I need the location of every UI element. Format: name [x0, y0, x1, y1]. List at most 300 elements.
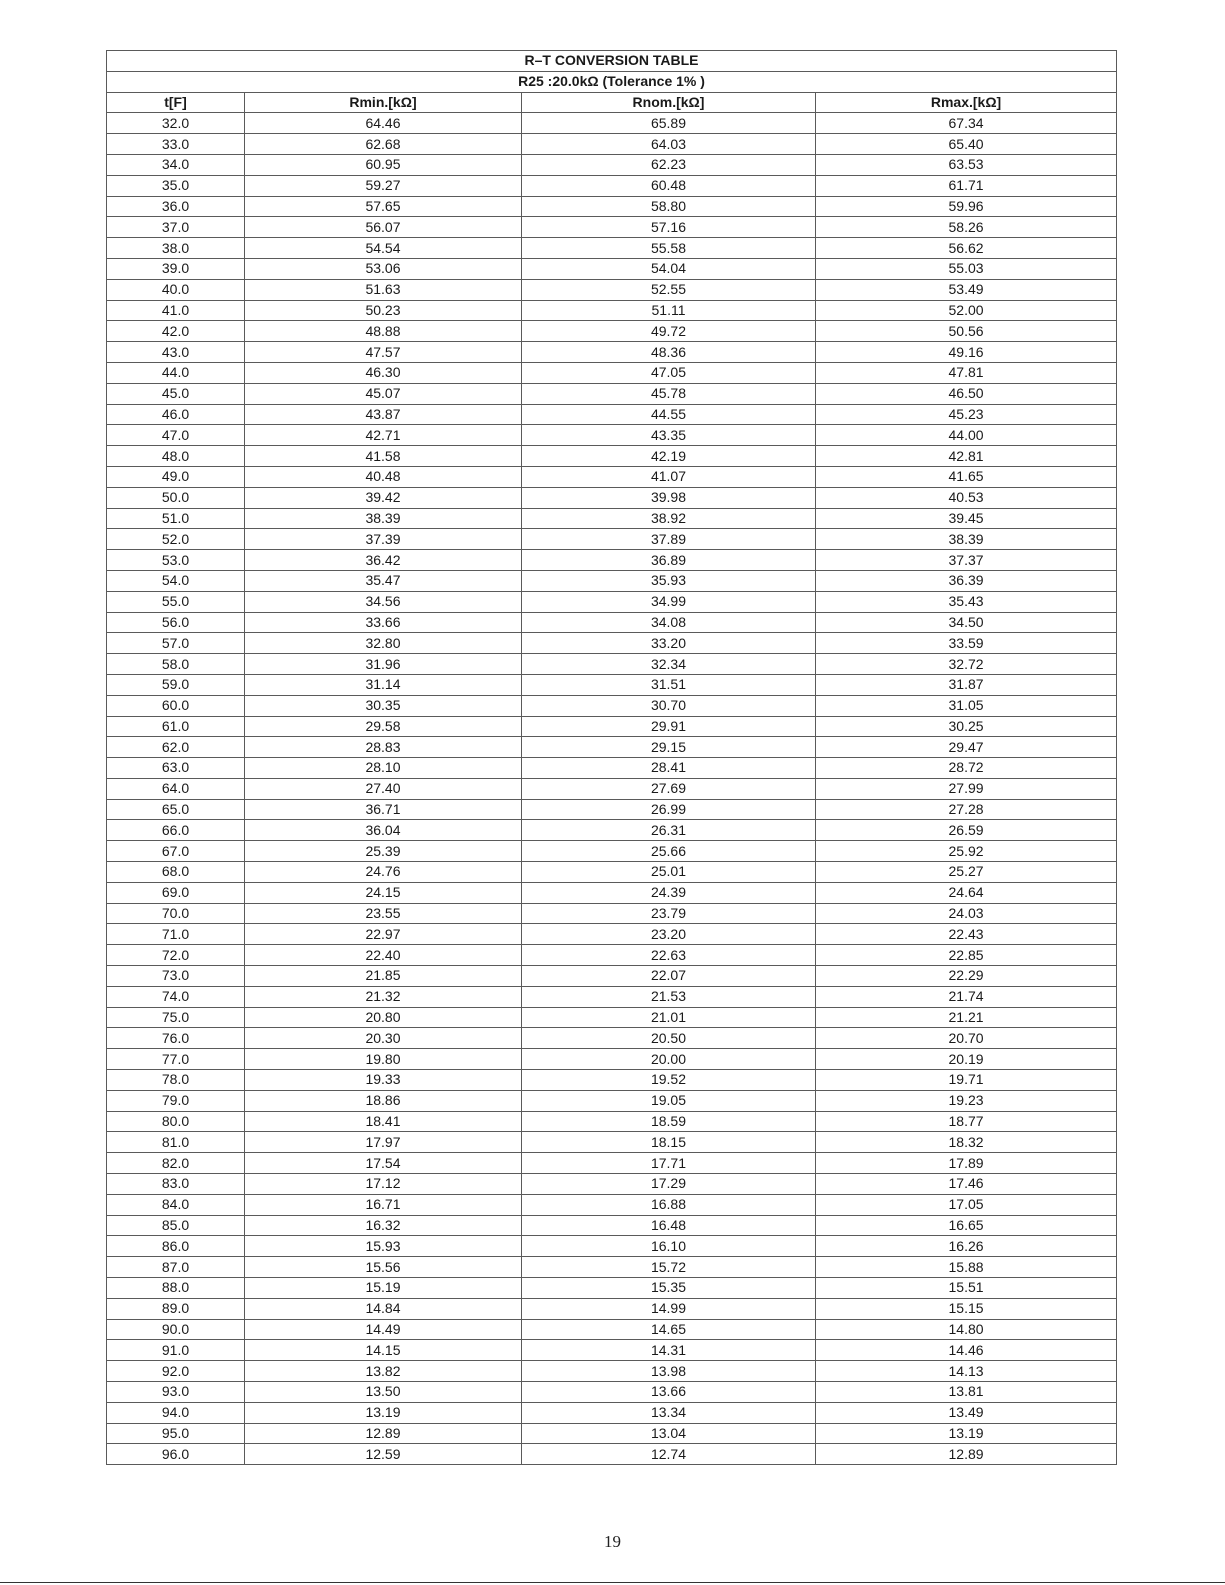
column-header-temperature: t[F]: [107, 92, 245, 113]
table-row: [107, 695, 1117, 716]
table-row: [107, 217, 1117, 238]
cell-rnom: 33.20: [522, 633, 816, 654]
cell-rnom: 30.70: [522, 695, 816, 716]
cell-rmax: 49.16: [816, 342, 1117, 363]
cell-rmin: 15.56: [245, 1257, 522, 1278]
cell-rnom: 23.79: [522, 903, 816, 924]
cell-temperature: 68.0: [107, 862, 245, 883]
cell-rmax: 14.13: [816, 1361, 1117, 1382]
cell-rmax: 24.03: [816, 903, 1117, 924]
cell-rmin: 51.63: [245, 279, 522, 300]
cell-rnom: 26.99: [522, 799, 816, 820]
cell-rmax: 39.45: [816, 508, 1117, 529]
table-row: [107, 1298, 1117, 1319]
cell-temperature: 38.0: [107, 238, 245, 259]
cell-rmax: 21.74: [816, 986, 1117, 1007]
cell-rnom: 16.10: [522, 1236, 816, 1257]
cell-rmin: 47.57: [245, 342, 522, 363]
table-row: [107, 529, 1117, 550]
cell-rmin: 24.15: [245, 882, 522, 903]
cell-rnom: 17.29: [522, 1174, 816, 1195]
cell-rnom: 28.41: [522, 758, 816, 779]
cell-temperature: 76.0: [107, 1028, 245, 1049]
cell-rnom: 14.31: [522, 1340, 816, 1361]
column-header-row: [107, 92, 1117, 113]
cell-rmin: 48.88: [245, 321, 522, 342]
cell-rmin: 22.40: [245, 945, 522, 966]
cell-rnom: 21.53: [522, 986, 816, 1007]
table-row: [107, 674, 1117, 695]
cell-rmin: 22.97: [245, 924, 522, 945]
cell-rmin: 12.59: [245, 1444, 522, 1465]
cell-temperature: 43.0: [107, 342, 245, 363]
cell-rmin: 62.68: [245, 134, 522, 155]
table-row: [107, 154, 1117, 175]
cell-temperature: 63.0: [107, 758, 245, 779]
cell-temperature: 56.0: [107, 612, 245, 633]
cell-rmin: 28.83: [245, 737, 522, 758]
cell-rmin: 46.30: [245, 362, 522, 383]
cell-temperature: 62.0: [107, 737, 245, 758]
cell-rmax: 16.26: [816, 1236, 1117, 1257]
cell-rmax: 25.27: [816, 862, 1117, 883]
cell-rmax: 27.28: [816, 799, 1117, 820]
cell-rmin: 24.76: [245, 862, 522, 883]
cell-rmin: 35.47: [245, 570, 522, 591]
cell-temperature: 52.0: [107, 529, 245, 550]
table-row: [107, 862, 1117, 883]
table-row: [107, 924, 1117, 945]
table-title: R–T CONVERSION TABLE: [107, 51, 1117, 72]
cell-rmin: 37.39: [245, 529, 522, 550]
table-row: [107, 882, 1117, 903]
table-body: [107, 113, 1117, 1465]
cell-rnom: 51.11: [522, 300, 816, 321]
cell-rnom: 25.01: [522, 862, 816, 883]
cell-rmax: 35.43: [816, 591, 1117, 612]
cell-rmin: 43.87: [245, 404, 522, 425]
cell-rmax: 61.71: [816, 175, 1117, 196]
cell-rnom: 54.04: [522, 258, 816, 279]
table-row: [107, 1257, 1117, 1278]
cell-rmax: 37.37: [816, 550, 1117, 571]
cell-rnom: 15.35: [522, 1278, 816, 1299]
cell-rmax: 13.49: [816, 1402, 1117, 1423]
cell-temperature: 60.0: [107, 695, 245, 716]
cell-rmin: 64.46: [245, 113, 522, 134]
cell-rmin: 34.56: [245, 591, 522, 612]
table-row: [107, 487, 1117, 508]
cell-rmin: 56.07: [245, 217, 522, 238]
cell-rnom: 58.80: [522, 196, 816, 217]
table-row: [107, 778, 1117, 799]
cell-rmin: 28.10: [245, 758, 522, 779]
cell-temperature: 64.0: [107, 778, 245, 799]
cell-rnom: 38.92: [522, 508, 816, 529]
cell-rmin: 32.80: [245, 633, 522, 654]
table-row: [107, 550, 1117, 571]
cell-temperature: 94.0: [107, 1402, 245, 1423]
cell-rnom: 49.72: [522, 321, 816, 342]
cell-rnom: 13.04: [522, 1423, 816, 1444]
cell-temperature: 77.0: [107, 1049, 245, 1070]
cell-temperature: 85.0: [107, 1215, 245, 1236]
cell-rmin: 15.93: [245, 1236, 522, 1257]
cell-rmin: 45.07: [245, 383, 522, 404]
cell-rmax: 32.72: [816, 654, 1117, 675]
table-row: [107, 820, 1117, 841]
cell-rnom: 55.58: [522, 238, 816, 259]
cell-rmax: 18.32: [816, 1132, 1117, 1153]
cell-temperature: 81.0: [107, 1132, 245, 1153]
cell-rmin: 21.85: [245, 966, 522, 987]
cell-rmax: 13.19: [816, 1423, 1117, 1444]
table-row: [107, 404, 1117, 425]
cell-rmax: 56.62: [816, 238, 1117, 259]
cell-rmax: 31.05: [816, 695, 1117, 716]
cell-rmax: 52.00: [816, 300, 1117, 321]
cell-temperature: 47.0: [107, 425, 245, 446]
cell-temperature: 44.0: [107, 362, 245, 383]
cell-rmin: 54.54: [245, 238, 522, 259]
cell-temperature: 39.0: [107, 258, 245, 279]
table-row: [107, 342, 1117, 363]
cell-rnom: 52.55: [522, 279, 816, 300]
cell-rmax: 58.26: [816, 217, 1117, 238]
cell-temperature: 51.0: [107, 508, 245, 529]
cell-temperature: 61.0: [107, 716, 245, 737]
cell-temperature: 95.0: [107, 1423, 245, 1444]
cell-rmin: 42.71: [245, 425, 522, 446]
cell-rmin: 16.32: [245, 1215, 522, 1236]
cell-rnom: 15.72: [522, 1257, 816, 1278]
cell-rnom: 29.15: [522, 737, 816, 758]
cell-rmin: 18.41: [245, 1111, 522, 1132]
cell-rmin: 29.58: [245, 716, 522, 737]
table-row: [107, 1111, 1117, 1132]
cell-rnom: 65.89: [522, 113, 816, 134]
table-subtitle: R25 :20.0kΩ (Tolerance 1% ): [107, 71, 1117, 92]
table-row: [107, 570, 1117, 591]
cell-rmax: 13.81: [816, 1382, 1117, 1403]
cell-rmax: 14.80: [816, 1319, 1117, 1340]
table-row: [107, 1153, 1117, 1174]
cell-rmax: 24.64: [816, 882, 1117, 903]
table-row: [107, 1340, 1117, 1361]
cell-rmin: 36.71: [245, 799, 522, 820]
cell-rmax: 59.96: [816, 196, 1117, 217]
cell-rmin: 14.49: [245, 1319, 522, 1340]
cell-rnom: 26.31: [522, 820, 816, 841]
cell-temperature: 90.0: [107, 1319, 245, 1340]
cell-rnom: 43.35: [522, 425, 816, 446]
cell-rmin: 17.97: [245, 1132, 522, 1153]
cell-temperature: 57.0: [107, 633, 245, 654]
cell-rmax: 44.00: [816, 425, 1117, 446]
table-subtitle-row: [107, 71, 1117, 92]
cell-rnom: 20.00: [522, 1049, 816, 1070]
cell-temperature: 65.0: [107, 799, 245, 820]
cell-rmin: 60.95: [245, 154, 522, 175]
table-row: [107, 633, 1117, 654]
cell-temperature: 40.0: [107, 279, 245, 300]
table-row: [107, 654, 1117, 675]
cell-rmax: 29.47: [816, 737, 1117, 758]
cell-rmax: 40.53: [816, 487, 1117, 508]
table-row: [107, 986, 1117, 1007]
table-row: [107, 1070, 1117, 1091]
cell-rmin: 50.23: [245, 300, 522, 321]
cell-rmax: 19.23: [816, 1090, 1117, 1111]
cell-temperature: 46.0: [107, 404, 245, 425]
table-row: [107, 383, 1117, 404]
table-row: [107, 238, 1117, 259]
cell-rnom: 36.89: [522, 550, 816, 571]
cell-rmax: 17.89: [816, 1153, 1117, 1174]
cell-temperature: 79.0: [107, 1090, 245, 1111]
table-row: [107, 612, 1117, 633]
cell-rmin: 36.04: [245, 820, 522, 841]
cell-rmin: 20.30: [245, 1028, 522, 1049]
cell-rmax: 17.46: [816, 1174, 1117, 1195]
cell-rmax: 28.72: [816, 758, 1117, 779]
cell-rmax: 65.40: [816, 134, 1117, 155]
cell-temperature: 32.0: [107, 113, 245, 134]
cell-temperature: 48.0: [107, 446, 245, 467]
cell-rmax: 20.19: [816, 1049, 1117, 1070]
cell-temperature: 59.0: [107, 674, 245, 695]
cell-rnom: 18.15: [522, 1132, 816, 1153]
cell-rmin: 13.19: [245, 1402, 522, 1423]
cell-temperature: 36.0: [107, 196, 245, 217]
column-header-rmin: Rmin.[kΩ]: [245, 92, 522, 113]
cell-rmax: 34.50: [816, 612, 1117, 633]
cell-rmax: 31.87: [816, 674, 1117, 695]
cell-temperature: 53.0: [107, 550, 245, 571]
cell-rmin: 14.84: [245, 1298, 522, 1319]
table-row: [107, 1049, 1117, 1070]
cell-rmax: 19.71: [816, 1070, 1117, 1091]
cell-temperature: 49.0: [107, 466, 245, 487]
cell-temperature: 87.0: [107, 1257, 245, 1278]
cell-rnom: 16.88: [522, 1194, 816, 1215]
cell-rnom: 19.05: [522, 1090, 816, 1111]
cell-rnom: 39.98: [522, 487, 816, 508]
cell-temperature: 84.0: [107, 1194, 245, 1215]
cell-rmin: 23.55: [245, 903, 522, 924]
cell-temperature: 73.0: [107, 966, 245, 987]
table-row: [107, 134, 1117, 155]
table-row: [107, 1007, 1117, 1028]
cell-rmax: 42.81: [816, 446, 1117, 467]
cell-rnom: 13.66: [522, 1382, 816, 1403]
cell-rnom: 16.48: [522, 1215, 816, 1236]
table-row: [107, 591, 1117, 612]
cell-rmax: 18.77: [816, 1111, 1117, 1132]
cell-temperature: 88.0: [107, 1278, 245, 1299]
cell-rmin: 59.27: [245, 175, 522, 196]
table-row: [107, 737, 1117, 758]
cell-rnom: 20.50: [522, 1028, 816, 1049]
cell-rmax: 12.89: [816, 1444, 1117, 1465]
cell-rmin: 31.14: [245, 674, 522, 695]
cell-temperature: 70.0: [107, 903, 245, 924]
bottom-rule: [0, 1582, 1225, 1583]
cell-rmin: 15.19: [245, 1278, 522, 1299]
cell-rmin: 21.32: [245, 986, 522, 1007]
table-row: [107, 1174, 1117, 1195]
cell-rmin: 31.96: [245, 654, 522, 675]
table-row: [107, 1361, 1117, 1382]
cell-rmin: 16.71: [245, 1194, 522, 1215]
table-row: [107, 1423, 1117, 1444]
table-row: [107, 321, 1117, 342]
cell-rnom: 27.69: [522, 778, 816, 799]
table-row: [107, 1402, 1117, 1423]
cell-temperature: 91.0: [107, 1340, 245, 1361]
cell-rnom: 35.93: [522, 570, 816, 591]
cell-rmax: 63.53: [816, 154, 1117, 175]
cell-rnom: 24.39: [522, 882, 816, 903]
cell-rmin: 41.58: [245, 446, 522, 467]
cell-rmin: 57.65: [245, 196, 522, 217]
cell-rnom: 23.20: [522, 924, 816, 945]
cell-rmin: 17.54: [245, 1153, 522, 1174]
cell-rnom: 18.59: [522, 1111, 816, 1132]
cell-rnom: 64.03: [522, 134, 816, 155]
cell-temperature: 80.0: [107, 1111, 245, 1132]
table-row: [107, 841, 1117, 862]
cell-temperature: 72.0: [107, 945, 245, 966]
cell-temperature: 50.0: [107, 487, 245, 508]
table-row: [107, 1194, 1117, 1215]
cell-rmax: 33.59: [816, 633, 1117, 654]
table-row: [107, 1132, 1117, 1153]
cell-rnom: 22.63: [522, 945, 816, 966]
cell-temperature: 86.0: [107, 1236, 245, 1257]
cell-rmin: 36.42: [245, 550, 522, 571]
cell-rmin: 19.33: [245, 1070, 522, 1091]
cell-rmax: 30.25: [816, 716, 1117, 737]
table-row: [107, 258, 1117, 279]
cell-rnom: 14.99: [522, 1298, 816, 1319]
cell-rmax: 36.39: [816, 570, 1117, 591]
cell-temperature: 67.0: [107, 841, 245, 862]
cell-rmax: 15.51: [816, 1278, 1117, 1299]
cell-rnom: 41.07: [522, 466, 816, 487]
cell-temperature: 71.0: [107, 924, 245, 945]
table-row: [107, 300, 1117, 321]
page-number: 19: [604, 1532, 621, 1551]
table-row: [107, 945, 1117, 966]
cell-rmin: 17.12: [245, 1174, 522, 1195]
cell-rmax: 67.34: [816, 113, 1117, 134]
cell-temperature: 37.0: [107, 217, 245, 238]
cell-rnom: 14.65: [522, 1319, 816, 1340]
cell-temperature: 54.0: [107, 570, 245, 591]
cell-temperature: 55.0: [107, 591, 245, 612]
cell-rmin: 27.40: [245, 778, 522, 799]
cell-temperature: 41.0: [107, 300, 245, 321]
cell-temperature: 93.0: [107, 1382, 245, 1403]
cell-rmax: 41.65: [816, 466, 1117, 487]
table-row: [107, 279, 1117, 300]
table-row: [107, 1382, 1117, 1403]
cell-rnom: 34.99: [522, 591, 816, 612]
cell-rmax: 16.65: [816, 1215, 1117, 1236]
cell-rmin: 13.50: [245, 1382, 522, 1403]
cell-rmax: 47.81: [816, 362, 1117, 383]
cell-rnom: 57.16: [522, 217, 816, 238]
cell-rmin: 19.80: [245, 1049, 522, 1070]
cell-rmax: 22.29: [816, 966, 1117, 987]
cell-rnom: 37.89: [522, 529, 816, 550]
cell-rnom: 62.23: [522, 154, 816, 175]
table-row: [107, 1215, 1117, 1236]
table-row: [107, 1319, 1117, 1340]
table-row: [107, 196, 1117, 217]
cell-rmax: 26.59: [816, 820, 1117, 841]
cell-temperature: 45.0: [107, 383, 245, 404]
cell-rmin: 53.06: [245, 258, 522, 279]
cell-rnom: 29.91: [522, 716, 816, 737]
cell-rnom: 48.36: [522, 342, 816, 363]
cell-rnom: 19.52: [522, 1070, 816, 1091]
table-row: [107, 508, 1117, 529]
cell-rmax: 20.70: [816, 1028, 1117, 1049]
cell-rmin: 39.42: [245, 487, 522, 508]
cell-rmax: 53.49: [816, 279, 1117, 300]
table-row: [107, 799, 1117, 820]
cell-rmax: 38.39: [816, 529, 1117, 550]
table-row: [107, 1236, 1117, 1257]
cell-rnom: 44.55: [522, 404, 816, 425]
cell-temperature: 69.0: [107, 882, 245, 903]
cell-rmax: 17.05: [816, 1194, 1117, 1215]
cell-rnom: 17.71: [522, 1153, 816, 1174]
cell-rmin: 13.82: [245, 1361, 522, 1382]
table-row: [107, 113, 1117, 134]
cell-temperature: 82.0: [107, 1153, 245, 1174]
cell-rnom: 32.34: [522, 654, 816, 675]
cell-temperature: 58.0: [107, 654, 245, 675]
cell-rmax: 27.99: [816, 778, 1117, 799]
cell-temperature: 83.0: [107, 1174, 245, 1195]
table-row: [107, 1278, 1117, 1299]
table-row: [107, 903, 1117, 924]
cell-rnom: 34.08: [522, 612, 816, 633]
table-row: [107, 466, 1117, 487]
cell-rmin: 12.89: [245, 1423, 522, 1444]
cell-rmax: 22.43: [816, 924, 1117, 945]
cell-rmax: 14.46: [816, 1340, 1117, 1361]
cell-rmax: 46.50: [816, 383, 1117, 404]
cell-temperature: 89.0: [107, 1298, 245, 1319]
column-header-rnom: Rnom.[kΩ]: [522, 92, 816, 113]
cell-rnom: 42.19: [522, 446, 816, 467]
cell-rmax: 15.88: [816, 1257, 1117, 1278]
cell-rnom: 13.34: [522, 1402, 816, 1423]
cell-rmin: 33.66: [245, 612, 522, 633]
cell-rmin: 14.15: [245, 1340, 522, 1361]
table-row: [107, 446, 1117, 467]
table-row: [107, 716, 1117, 737]
cell-rmax: 45.23: [816, 404, 1117, 425]
cell-rnom: 31.51: [522, 674, 816, 695]
cell-rnom: 12.74: [522, 1444, 816, 1465]
cell-temperature: 66.0: [107, 820, 245, 841]
cell-rmin: 25.39: [245, 841, 522, 862]
